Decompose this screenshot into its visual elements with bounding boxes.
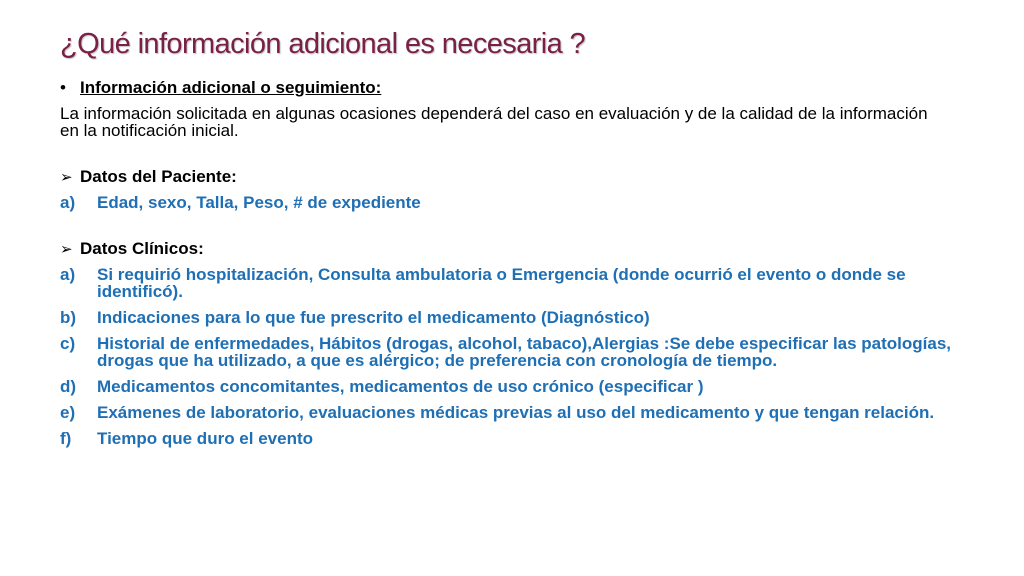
list-item-text: Exámenes de laboratorio, evaluaciones médicas previas al uso del medicamento y que tengan relación. xyxy=(97,403,935,422)
arrow-bullet-icon: ➢ xyxy=(60,241,73,258)
list-item-text: Tiempo que duro el evento xyxy=(97,429,313,448)
list-item-text: Medicamentos concomitantes, medicamentos de uso crónico (especificar ) xyxy=(97,377,704,396)
list-marker: c) xyxy=(60,334,76,353)
section-list xyxy=(60,194,960,211)
list-item xyxy=(60,194,957,211)
list-item-text: Historial de enfermedades, Hábitos (drogas, alcohol, tabaco),Alergias :Se debe especificar las patologías, drogas que ha utilizado, a que es alérgico; de preferencia con cronología de tiempo. xyxy=(97,334,952,370)
list-item-text: Edad, sexo, Talla, Peso, # de expediente xyxy=(97,193,421,212)
list-item-text: Si requirió hospitalización, Consulta ambulatoria o Emergencia (donde ocurrió el evento o donde se identificó). xyxy=(97,265,906,301)
arrow-bullet-icon: ➢ xyxy=(60,169,73,186)
slide-content xyxy=(60,78,960,456)
list-marker: e) xyxy=(60,403,76,422)
list-item xyxy=(60,266,957,300)
list-marker: a) xyxy=(60,193,76,212)
section-heading-text: Datos del Paciente: xyxy=(80,167,237,186)
section-list xyxy=(60,266,960,447)
section-heading-text: Datos Clínicos: xyxy=(80,239,204,258)
slide-title: ¿Qué información adicional es necesaria ? xyxy=(60,28,586,60)
list-marker: d) xyxy=(60,377,77,396)
list-item xyxy=(60,335,957,369)
intro-paragraph: La información solicitada en algunas ocasiones dependerá del caso en evaluación y de la calidad de la información en la notificación inicial. xyxy=(60,104,928,140)
list-marker: a) xyxy=(60,265,76,284)
list-item-text: Indicaciones para lo que fue prescrito el medicamento (Diagnóstico) xyxy=(97,308,650,327)
list-marker: b) xyxy=(60,308,77,327)
list-item xyxy=(60,430,957,447)
intro-bullet-text: Información adicional o seguimiento: xyxy=(80,78,382,97)
list-item xyxy=(60,309,957,326)
intro-bullet xyxy=(60,78,960,98)
section-heading xyxy=(60,167,960,187)
list-item xyxy=(60,378,957,395)
list-marker: f) xyxy=(60,429,72,448)
list-item xyxy=(60,404,957,421)
bullet-dot-icon: • xyxy=(60,78,66,97)
section-heading xyxy=(60,239,960,259)
